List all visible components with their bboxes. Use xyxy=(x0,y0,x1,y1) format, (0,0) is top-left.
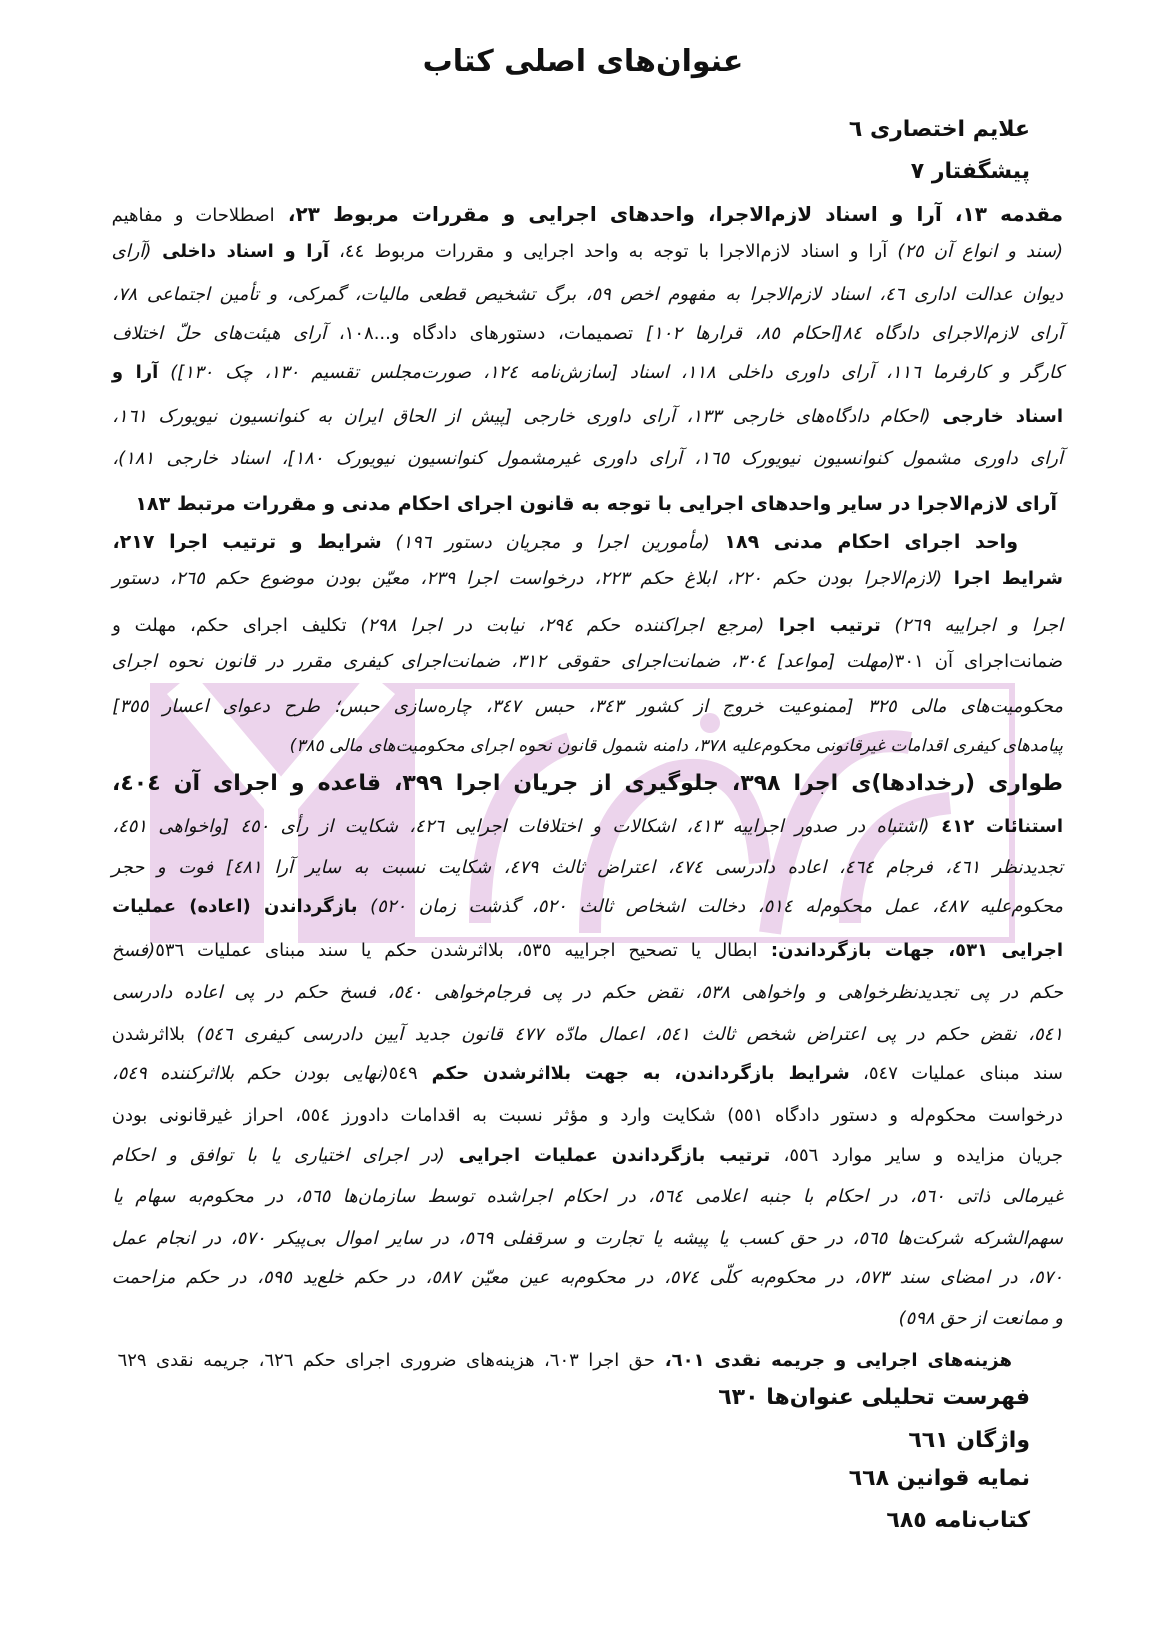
toc-entry-text: آرا و اسناد لازم‌الاجرا با توجه به واحد اجرایی و مقررات مربوط ٤٤، xyxy=(329,241,888,262)
toc-line xyxy=(700,1301,1063,1337)
toc-line xyxy=(600,1503,1030,1539)
toc-heading: استنائات ٤١٢ xyxy=(929,816,1063,837)
toc-heading: واحد اجرای احکام مدنی ١٨٩ xyxy=(709,531,1018,553)
toc-entry-text: محکومیت‌های مالی ٣٢٥ [ممنوعیت خروج از کشور ٣٤٣، حبس ٣٤٧، چاره‌سازی حبس؛ طرح دعوای اعسار ٣٥٥] xyxy=(112,696,1063,717)
toc-heading: نمایه قوانین ٦٦٨ xyxy=(848,1466,1030,1491)
toc-line xyxy=(135,486,1057,522)
toc-heading: شرایط و ترتیب اجرا ٢١٧، xyxy=(112,531,382,553)
toc-entry-text: (مأمورین اجرا و مجریان دستور ١٩٦) xyxy=(381,532,710,553)
page-title: عنوان‌های اصلی کتاب xyxy=(422,44,744,79)
toc-entry-text: حق اجرا ٦٠٣، هزینه‌های ضروری اجرای حکم ٦٢٦، جریمه نقدی ٦٢٩ xyxy=(117,1350,655,1371)
toc-line xyxy=(112,441,1063,477)
toc-entry-text: اجرا و اجراییه ٢٦٩) xyxy=(880,615,1063,636)
toc-entry-text: آرای لازم‌الاجرای دادگاه ٨٤[احکام ٨٥، قرارها ١٠٢] xyxy=(633,323,1063,344)
toc-line xyxy=(112,277,1063,313)
toc-line xyxy=(112,1260,1063,1296)
toc-line xyxy=(600,1380,1030,1416)
toc-line xyxy=(112,1138,1063,1174)
toc-heading: ترتیب اجرا xyxy=(764,615,881,636)
toc-entry-text: بلااثرشدن xyxy=(111,1024,186,1045)
toc-line xyxy=(112,561,1063,597)
toc-heading: هزینه‌های اجرایی و جریمه نقدی ٦٠١، xyxy=(654,1350,1012,1371)
toc-line xyxy=(112,689,1063,725)
toc-entry-text: اصطلاحات و مفاهیم xyxy=(111,205,275,226)
toc-entry-text: تکلیف اجرای حکم، مهلت و xyxy=(112,615,347,636)
toc-line xyxy=(600,1461,1030,1497)
toc-heading: فهرست تحلیلی عنوان‌ها ٦٣٠ xyxy=(718,1385,1030,1410)
toc-line xyxy=(112,809,1063,845)
toc-entry-text: جریان مزایده و سایر موارد ٥٥٦، xyxy=(770,1145,1063,1166)
toc-entry-text: (احکام دادگاه‌های خارجی ١٣٣، آرای داوری خارجی [پیش از الحاق ایران به کنوانسیون نیویورک ١٦١، xyxy=(112,406,931,427)
toc-line xyxy=(112,766,1063,802)
toc-heading: آرا و اسناد داخلی xyxy=(151,241,330,262)
toc-line xyxy=(112,316,1063,352)
toc-heading: طواری (رخدادها)ی اجرا ٣٩٨، جلوگیری از جریان اجرا ٣٩٩، قاعده و اجرای آن ٤٠٤، xyxy=(112,771,1063,796)
toc-line xyxy=(112,644,1063,680)
toc-entry-text: (سند و انواع آن ٢٥) xyxy=(887,241,1063,262)
toc-entry-text: ٥٤١، نقض حکم در پی اعتراض شخص ثالث ٥٤١، اعمال مادّه ٤٧٧ قانون جدید آیین دادرسی کیفری ٥٤٦) xyxy=(185,1024,1063,1045)
toc-heading: واژگان ٦٦١ xyxy=(908,1428,1030,1453)
toc-entry-text: (فسخ xyxy=(111,940,156,961)
toc-line xyxy=(600,154,1030,190)
toc-heading: ترتیب بازگرداندن عملیات اجرایی xyxy=(444,1145,771,1166)
toc-heading: آرا و xyxy=(111,362,159,383)
toc-entry-text: تصمیمات، دستورهای دادگاه و...١٠٨، xyxy=(326,323,634,344)
toc-heading: مقدمه ١٣، آرا و اسناد لازم‌الاجرا، واحدهای اجرایی و مقررات مربوط ٢٣، xyxy=(274,202,1063,226)
toc-heading: بازگرداندن (اعاده) عملیات xyxy=(112,896,358,917)
toc-line xyxy=(600,112,1030,148)
toc-entry-text: آرای هیئت‌های حلّ اختلاف xyxy=(112,323,327,344)
toc-line xyxy=(112,355,1063,391)
toc-entry-text: غیرمالی ذاتی ٥٦٠، در احکام با جنبه اعلامی ٥٦٤، در احکام اجراشده توسط سازمان‌ها ٥٦٥، در محکوم‌به سهام یا xyxy=(112,1186,1063,1207)
toc-line xyxy=(112,399,1063,435)
toc-line xyxy=(112,234,1063,270)
toc-entry-text: پیامدهای کیفری اقدامات غیرقانونی محکوم‌علیه ٣٧٨، دامنه شمول قانون نحوه اجرای محکومیت‌های مالی ٣٨٥) xyxy=(289,736,1063,756)
toc-entry-text: سند مبنای عملیات ٥٤٧، xyxy=(849,1063,1063,1084)
toc-entry-text: (مرجع اجراکننده حکم ٢٩٤، نیابت در اجرا ٢٩٨) xyxy=(346,615,765,636)
toc-line xyxy=(112,1056,1063,1092)
toc-line xyxy=(112,524,1018,560)
toc-line xyxy=(118,1343,1012,1379)
toc-entry-text: (در اجرای اختیاری یا با توافق و احکام xyxy=(112,1145,445,1166)
toc-heading: شرایط بازگرداندن، به جهت بلااثرشدن حکم xyxy=(417,1063,850,1084)
toc-line xyxy=(112,975,1063,1011)
toc-entry-text: (آرای xyxy=(111,241,152,262)
toc-entry-text: تجدیدنظر ٤٦١، فرجام ٤٦٤، اعاده دادرسی ٤٧٤، اعتراض ثالث ٤٧٩، شکایت نسبت به سایر آرا ٤٨١] فوت و حجر xyxy=(111,857,1063,878)
toc-entry-text: (نهایی بودن حکم بلااثرکننده ٥٤٩، xyxy=(111,1063,389,1084)
toc-entry-text: حکم در پی تجدیدنظرخواهی و واخواهی ٥٣٨، نقض حکم در پی فرجام‌خواهی ٥٤٠، فسخ حکم در پی اعاده دادرسی xyxy=(112,982,1063,1003)
toc-entry-text: و ممانعت از حق ٥٩٨) xyxy=(898,1308,1063,1329)
toc-entry-text: (اشتباه در صدور اجراییه ٤١٣، اشکالات و اختلافات اجرایی ٤٢٦، شکایت از رأی ٤٥٠ [واخواهی ٤٥١، xyxy=(112,816,930,837)
toc-entry-text: ٥٧٠، در امضای سند ٥٧٣، در محکوم‌به کلّی ٥٧٤، در محکوم‌به عین معیّن ٥٨٧، در حکم خلع‌ید ٥٩٥، در حکم مزاحمت xyxy=(111,1267,1063,1288)
toc-line xyxy=(600,1423,1030,1459)
toc-heading: اسناد خارجی xyxy=(930,406,1063,427)
toc-entry-text: درخواست محکوم‌له و دستور دادگاه ٥٥١) شکایت وارد و مؤثر نسبت به اقدامات دادورز ٥٥٤، احراز غیرقانونی بودن xyxy=(111,1105,1063,1126)
toc-line xyxy=(112,196,1063,232)
toc-line xyxy=(280,728,1063,764)
toc-entry-text: ٥٤٩ xyxy=(388,1063,418,1084)
toc-line xyxy=(112,1017,1063,1053)
toc-line xyxy=(112,608,1063,644)
toc-line xyxy=(112,1221,1063,1257)
toc-entry-text: ابطال یا تصحیح اجراییه ٥٣٥، بلااثرشدن حکم یا سند مبنای عملیات ٥٣٦ xyxy=(155,940,758,961)
toc-entry-text: دیوان عدالت اداری ٤٦، اسناد لازم‌الاجرا به مفهوم اخص ٥٩، برگ تشخیص قطعی مالیات، گمرکی، و تأمین اجتماعی ٧٨، xyxy=(112,284,1063,305)
toc-line xyxy=(112,850,1063,886)
toc-heading: آرای لازم‌الاجرا در سایر واحدهای اجرایی با توجه به قانون اجرای احکام مدنی و مقررات مرتبط ١٨٣ xyxy=(135,493,1057,515)
toc-entry-text: (مهلت [مواعد] ٣٠٤، ضمانت‌اجرای حقوقی ٣١٢، ضمانت‌اجرای کیفری مقرر در قانون نحوه اجرای xyxy=(111,651,895,672)
toc-line xyxy=(112,933,1063,969)
toc-entry-text: محکوم‌علیه ٤٨٧، عمل محکوم‌له ٥١٤، دخالت اشخاص ثالث ٥٢٠، گذشت زمان ٥٢٠) xyxy=(357,896,1063,917)
toc-entry-text: سهم‌الشرکه شرکت‌ها ٥٦٥، در حق کسب یا پیشه یا تجارت و سرقفلی ٥٦٩، در سایر اموال بی‌پیکر ٥٧٠، در انجام عمل xyxy=(112,1228,1063,1249)
toc-heading: شرایط اجرا xyxy=(942,568,1063,589)
toc-entry-text: (لازم‌الاجرا بودن حکم ٢٢٠، ابلاغ حکم ٢٢٣، درخواست اجرا ٢٣٩، معیّن بودن موضوع حکم ٢٦٥، دستور xyxy=(112,568,943,589)
toc-line xyxy=(112,1179,1063,1215)
toc-line xyxy=(112,889,1063,925)
toc-heading: پیشگفتار ٧ xyxy=(910,159,1030,184)
toc-heading: اجرایی ٥٣١، جهات بازگرداندن: xyxy=(757,940,1063,961)
toc-entry-text: کارگر و کارفرما ١١٦، آرای داوری داخلی ١١٨، اسناد [سازش‌نامه ١٢٤، صورت‌مجلس تقسیم ١٣٠، چک ١٣٠]) xyxy=(158,362,1063,383)
toc-line xyxy=(112,1098,1063,1134)
toc-heading: کتاب‌نامه ٦٨٥ xyxy=(886,1508,1030,1533)
toc-entry-text: ضمانت‌اجرای آن ٣٠١ xyxy=(894,651,1063,672)
toc-entry-text: آرای داوری مشمول کنوانسیون نیویورک ١٦٥، آرای داوری غیرمشمول کنوانسیون نیویورک ١٨٠]، اسناد خارجی ١٨١)، xyxy=(112,448,1063,469)
toc-heading: علایم اختصاری ٦ xyxy=(848,117,1030,142)
